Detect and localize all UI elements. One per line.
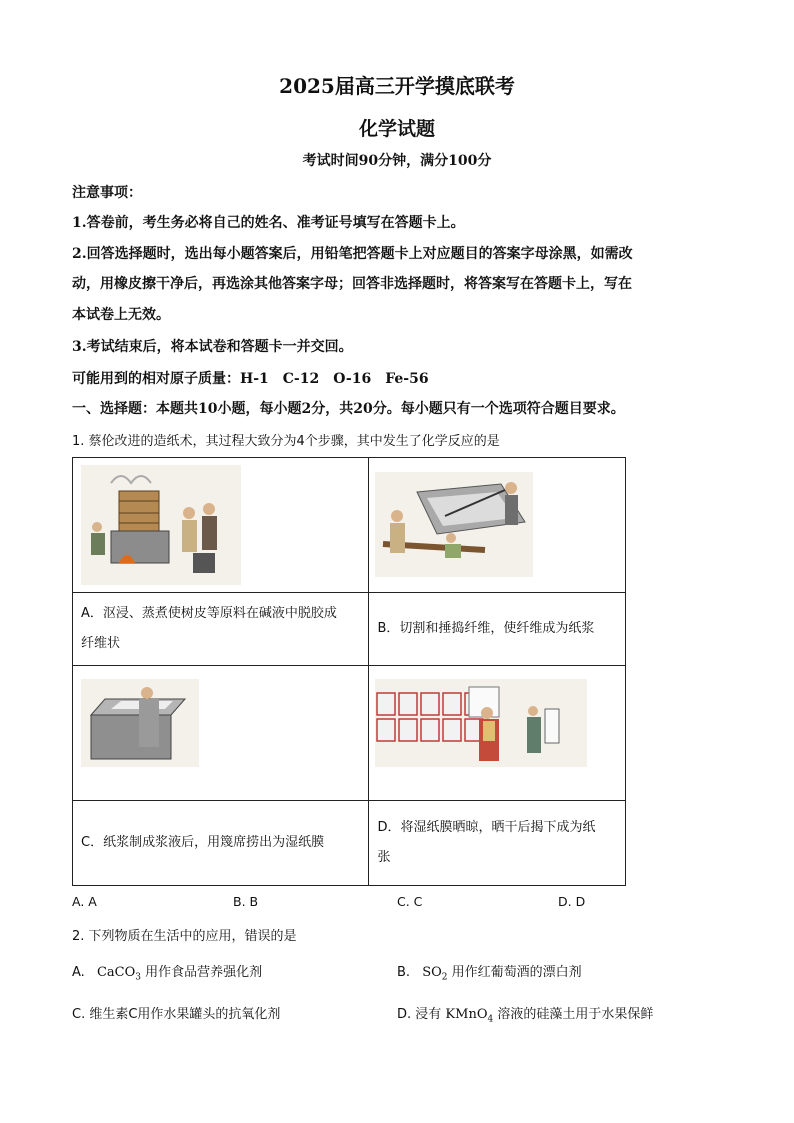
atomic-mass-line: 可能用到的相对原子质量：H-1 C-12 O-16 Fe-56 [72,371,429,387]
q1-image-cell-c [73,666,369,801]
q2-option-d [397,1003,653,1025]
q1-stem: 1. 蔡伦改进的造纸术，其过程大致分为4个步骤，其中发生了化学反应的是 [72,434,500,449]
papermaking-pounding-illustration [375,472,533,577]
q2-option-d-text: 溶液的硅藻土用于水果保鲜 [497,1007,654,1022]
q1-choice-a: A. A [72,894,97,909]
q2-option-a-formula [96,965,141,983]
q2-option-b-text: 用作红葡萄酒的漂白剂 [451,965,582,980]
q2-option-b-formula-main: SO [422,965,442,980]
q2-option-d-formula-main: KMnO [445,1007,488,1022]
q2-stem: 2. 下列物质在生活中的应用，错误的是 [72,929,297,944]
q2-option-b-formula-sub: 2 [441,972,448,983]
q1-image-cell-a [73,458,369,593]
q2-option-a [72,961,262,983]
q2-option-b-formula [422,965,448,983]
q1-choice-d: D. D [558,894,586,909]
q1-choice-c: C. C [397,894,423,909]
q1-option-a-line-2: 纤维状 [81,636,121,651]
notice-item-3: 3.考试结束后，将本试卷和答题卡一并交回。 [72,339,353,355]
q2-option-d-formula [445,1007,494,1025]
section-1-heading: 一、选择题：本题共10小题，每小题2分，共20分。每小题只有一个选项符合题目要求。 [72,401,625,417]
q1-option-d-line-2: 张 [377,850,391,865]
q1-option-c-cell [73,801,369,886]
q2-option-a-text: 用作食品营养强化剂 [145,965,263,980]
exam-title: 2025届高三开学摸底联考 [279,74,515,98]
q1-choice-b: B. B [233,894,259,909]
q1-image-cell-d [369,666,626,801]
q2-option-a-label: A. [72,965,85,980]
notice-heading: 注意事项： [72,185,142,201]
q2-option-d-label: D. 浸有 [397,1007,442,1022]
q2-option-c: C. 维生素C用作水果罐头的抗氧化剂 [72,1007,281,1022]
q2-option-d-formula-sub: 4 [487,1014,494,1025]
subject-title: 化学试题 [358,118,435,140]
q2-option-b [397,961,582,983]
notice-item-2-line-1: 2.回答选择题时，选出每小题答案后，用铅笔把答题卡上对应题目的答案字母涂黑，如需改 [72,246,633,262]
notice-item-2-line-2: 动，用橡皮擦干净后，再选涂其他答案字母；回答非选择题时，将答案写在答题卡上，写在 [72,276,632,292]
papermaking-drying-illustration [375,679,587,767]
q1-option-d-line-1: D．将湿纸膜晒晾，晒干后揭下成为纸 [377,820,596,835]
papermaking-steaming-illustration [81,465,241,585]
q1-option-b-cell [369,593,626,666]
q1-option-b-text: B．切割和捶捣纤维，使纤维成为纸浆 [377,621,595,636]
q1-option-a-cell [73,593,369,666]
q2-option-b-label: B. [397,965,411,980]
q1-table [72,457,626,886]
q1-option-a-line-1: A．沤浸、蒸煮使树皮等原料在碱液中脱胶成 [81,606,337,621]
q1-option-c-text: C．纸浆制成浆液后，用篾席捞出为湿纸膜 [81,835,325,850]
notice-item-1: 1.答卷前，考生务必将自己的姓名、准考证号填写在答题卡上。 [72,215,465,231]
exam-info: 考试时间90分钟，满分100分 [302,153,492,169]
q1-option-d-cell [369,801,626,886]
notice-item-2-line-3: 本试卷上无效。 [72,307,170,323]
q2-option-a-formula-sub: 3 [135,972,141,983]
q1-image-cell-b [369,458,626,593]
q2-option-a-formula-main: CaCO [96,965,136,980]
papermaking-scooping-illustration [81,679,199,767]
